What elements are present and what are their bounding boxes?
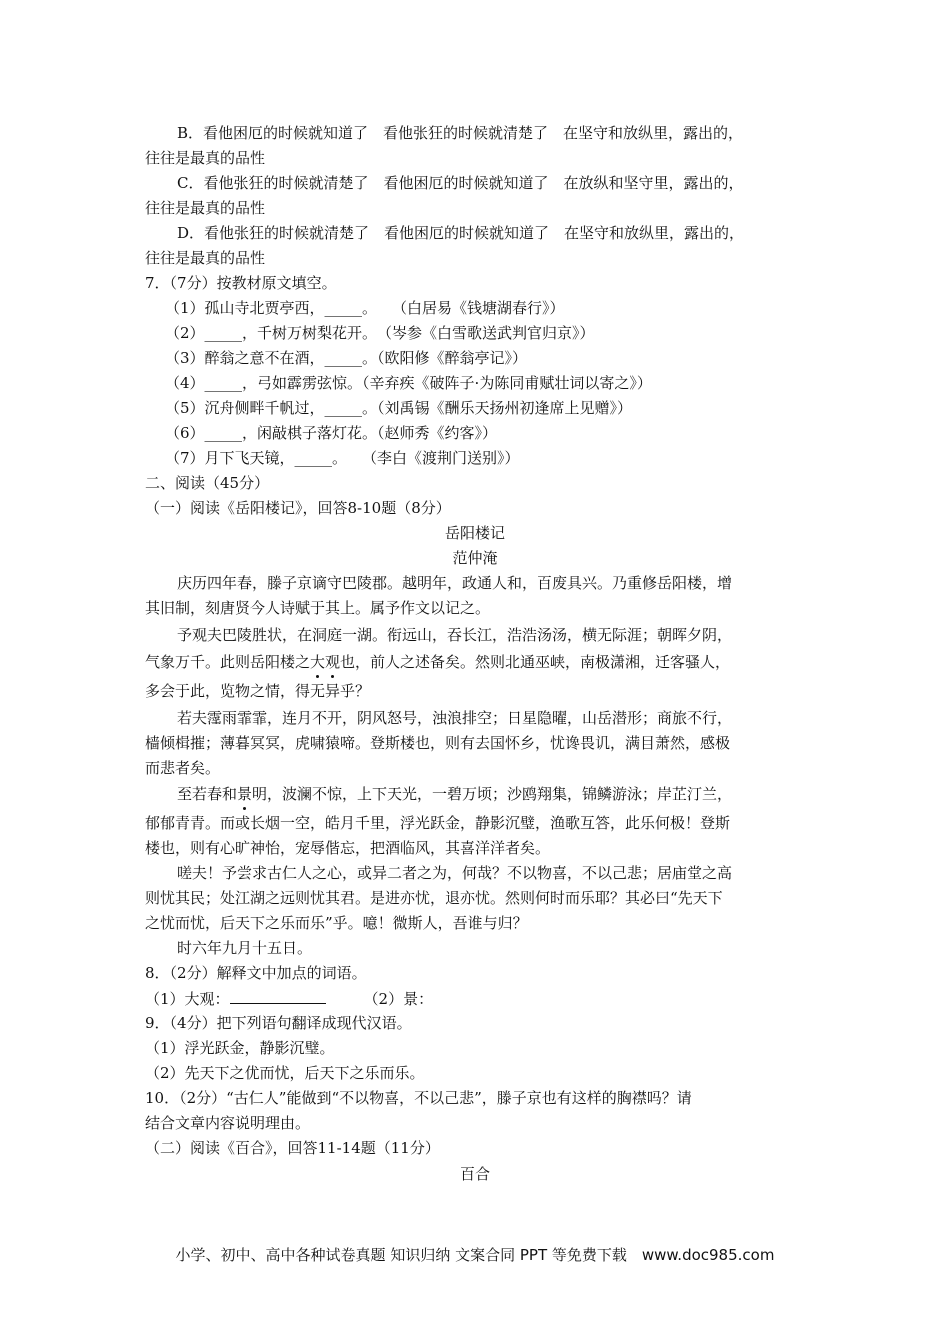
dotted-char-da: 大 [310,653,326,671]
q7-item-3: （3）醉翁之意不在酒，_____。（欧阳修《醉翁亭记》） [165,349,528,367]
essay-p6: 时六年九月十五日。 [177,939,313,957]
q8-item-2-label: （2）景： [363,990,434,1008]
q6-option-d-line1: D．看他张狂的时候就清楚了 看他困厄的时候就知道了 在坚守和放纵里，露出的， [177,224,745,242]
essay-p2-text-a: 气象万千。此则岳阳楼之 [145,653,311,671]
essay-p4-line1 [177,784,732,804]
essay-p5-line2: 则忧其民；处江湖之远则忧其君。是进亦忧，退亦忧。然则何时而乐耶？其必曰“先天下 [145,889,723,907]
q10-line1: 10．（2分）“古仁人”能做到“不以物喜，不以己悲”，滕子京也有这样的胸襟吗？请 [145,1089,692,1107]
essay-p4-text-b: 明，波澜不惊，上下天光，一碧万顷；沙鸥翔集，锦鳞游泳；岸芷汀兰， [252,785,733,803]
dotted-char-guan: 观 [325,653,341,671]
essay-p4-line2: 郁郁青青。而或长烟一空，皓月千里，浮光跃金，静影沉璧，渔歌互答，此乐何极！登斯 [145,814,731,832]
q7-item-5: （5）沉舟侧畔千帆过，_____。（刘禹锡《酬乐天扬州初逢席上见赠》） [165,399,633,417]
page-footer: 小学、初中、高中各种试卷真题 知识归纳 文案合同 PPT 等免费下载 www.doc985.com [175,1246,775,1264]
essay-p2-text-b: 也，前人之述备矣。然则北通巫峡，南极潇湘，迁客骚人， [340,653,731,671]
essay-p2-line1: 予观夫巴陵胜状，在洞庭一湖。衔远山，吞长江，浩浩汤汤，横无际涯；朝晖夕阴， [177,626,733,644]
q6-option-c-line1: C．看他张狂的时候就清楚了 看他困厄的时候就知道了 在放纵和坚守里，露出的， [177,174,744,192]
part2-title: 百合 [459,1165,490,1183]
q9-title: 9．（4分）把下列语句翻译成现代汉语。 [145,1014,412,1032]
q8-item-1-blank[interactable] [230,988,326,1004]
q7-item-6: （6）_____，闲敲棋子落灯花。（赵师秀《约客》） [165,424,498,442]
essay-p5-line1: 嗟夫！予尝求古仁人之心，或异二者之为，何哉？不以物喜，不以己悲；居庙堂之高 [177,864,733,882]
dotted-char-jing: 景 [237,785,253,803]
q7-item-4: （4）_____，弓如霹雳弦惊。（辛弃疾《破阵子·为陈同甫赋壮词以寄之》） [165,374,652,392]
essay-p3-line2: 樯倾楫摧；薄暮冥冥，虎啸猿啼。登斯楼也，则有去国怀乡，忧谗畏讥，满目萧然，感极 [145,734,731,752]
essay-p3-line1: 若夫霪雨霏霏，连月不开，阴风怒号，浊浪排空；日星隐曜，山岳潜形；商旅不行， [177,709,733,727]
q7-item-1: （1）孤山寺北贾亭西，_____。 （白居易《钱塘湖春行》） [165,299,565,317]
essay-author: 范仲淹 [452,549,498,567]
essay-title: 岳阳楼记 [444,524,505,542]
section-heading: 二、阅读（45分） [145,474,270,492]
q8-answers [145,988,433,1009]
q6-option-d-line2: 往往是最真的品性 [145,249,266,267]
essay-p4-text-a: 至若春和 [177,785,238,803]
q8-item-1-label: （1）大观： [145,990,230,1008]
q7-item-7: （7）月下飞天镜，_____。 （李白《渡荆门送别》） [165,449,520,467]
essay-p1-line2: 其旧制，刻唐贤今人诗赋于其上。属予作文以记之。 [145,599,491,617]
q7-title: 7．（7分）按教材原文填空。 [145,274,337,292]
q6-option-c-line2: 往往是最真的品性 [145,199,266,217]
q6-option-b-line1: B．看他困厄的时候就知道了 看他张狂的时候就清楚了 在坚守和放纵里，露出的， [177,124,744,142]
q7-item-2: （2）_____，千树万树梨花开。 （岑参《白雪歌送武判官归京》） [165,324,595,342]
q8-title: 8．（2分）解释文中加点的词语。 [145,964,367,982]
essay-p5-line3: 之忧而忧，后天下之乐而乐”乎。噫！微斯人，吾谁与归？ [145,914,528,932]
essay-p4-line3: 楼也，则有心旷神怡，宠辱偕忘，把酒临风，其喜洋洋者矣。 [145,839,551,857]
essay-p2-line3: 多会于此，览物之情，得无异乎？ [145,682,371,700]
part2-intro: （二）阅读《百合》，回答11-14题（11分） [145,1139,440,1157]
q6-option-b-line2: 往往是最真的品性 [145,149,266,167]
q9-item-1: （1）浮光跃金，静影沉璧。 [145,1039,335,1057]
essay-p2-line2 [145,652,730,672]
q10-line2: 结合文章内容说明理由。 [145,1114,311,1132]
essay-p1-line1: 庆历四年春，滕子京谪守巴陵郡。越明年，政通人和，百废具兴。乃重修岳阳楼，增 [177,574,733,592]
q9-item-2: （2）先天下之优而忧，后天下之乐而乐。 [145,1064,425,1082]
part1-intro: （一）阅读《岳阳楼记》，回答8-10题（8分） [145,499,451,517]
essay-p3-line3: 而悲者矣。 [145,759,221,777]
